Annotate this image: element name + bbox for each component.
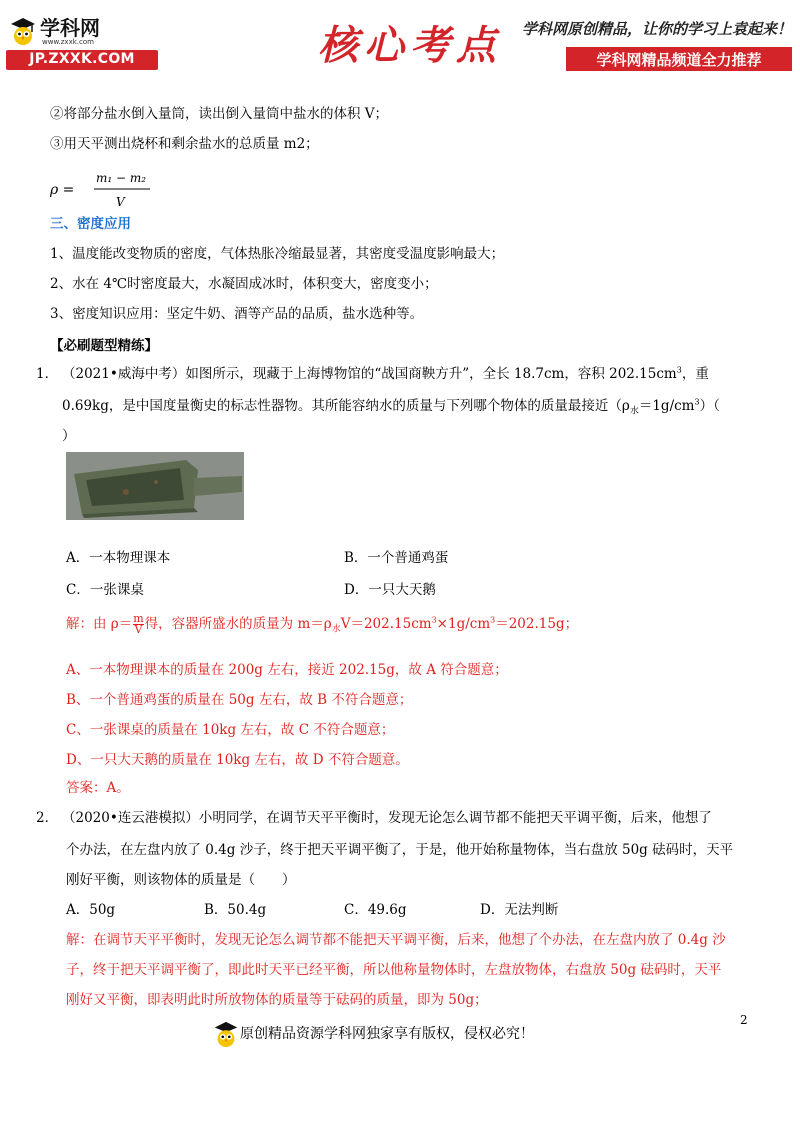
q1-option-a: A．一本物理课本 [66,550,171,566]
q2-solution-2: 子，终于把天平调平衡了，即此时天平已经平衡，所以他称量物体时，左盘放物体，右盘放 50g 砝码时，天平 [66,962,722,978]
formula-numerator: m₁ − m₂ [96,171,147,185]
question-1-line-1: （2021•威海中考）如图所示，现藏于上海博物馆的“战国商鞅方升”，全长 18.7cm，容积 $202.15cm^3$，重 [62,365,709,382]
q1-option-d: D．一只大天鹅 [344,582,436,598]
density-formula [50,168,190,212]
step-3: ③用天平测出烧杯和剩余盐水的总质量 m2； [50,136,319,152]
logo-url[interactable]: JP.ZXXK.COM [29,51,135,67]
q2-option-a: A．50g [66,902,116,918]
q1-answer: 答案：A。 [66,780,130,796]
q1-analysis-a: A、一本物理课本的质量在 200g 左右，接近 202.15g，故 A 符合题意； [66,662,508,678]
practice-title: 【必刷题型精练】 [50,338,158,354]
owl-mascot-icon [212,1020,240,1048]
q1-analysis-c: C、一张课桌的质量在 10kg 左右，故 C 不符合题意； [66,722,395,738]
q2-option-b: B．50.4g [204,902,267,918]
q2-option-c: C．49.6g [344,902,407,918]
slogan-banner-text: 学科网精品频道全力推荐 [596,51,762,69]
question-1-line-2: 0.69kg，是中国度量衡史的标志性器物。其所能容纳水的质量与下列哪个物体的质量最接近$(\rho_水=1g/cm^3)$（ [62,397,720,417]
application-1: 1、温度能改变物质的密度，气体热胀冷缩最显著，其密度受温度影响最大； [50,246,505,262]
header-slogan: 学科网原创精品，让你的学习上袁起来！ [521,20,792,38]
question-2-number: 2． [36,810,59,826]
question-1-number: 1． [36,366,59,382]
logo-text: 学科网 [40,16,100,40]
cube-superscript: 3 [676,365,682,375]
formula-lhs: ρ = [50,182,75,198]
q2-option-d: D．无法判断 [480,902,559,918]
header-title: 核心考点 [318,22,502,69]
q1-analysis-d: D、一只大天鹅的质量在 10kg 左右，故 D 不符合题意。 [66,752,409,768]
question-2-line-3: 刚好平衡，则该物体的质量是（ ） [66,872,296,888]
question-2-line-1: （2020•连云港模拟）小明同学，在调节天平平衡时，发现无论怎么调节都不能把天平调平衡，后来，他想了 [62,810,712,826]
bronze-vessel-image [66,452,244,520]
q1-option-b: B．一个普通鸡蛋 [344,550,449,566]
question-2-line-2: 个办法，在左盘内放了 0.4g 沙子，终于把天平调平衡了，于是，他开始称量物体，当右盘放 50g 砝码时，天平 [66,842,734,858]
logo-site-text: www.zxxk.com [42,38,94,46]
formula-denominator: V [116,195,125,209]
q1-option-c: C．一张课桌 [66,582,144,598]
footer-copyright: 原创精品资源学科网独家享有版权，侵权必究！ [240,1026,534,1042]
q1-analysis-b: B、一个普通鸡蛋的质量在 50g 左右，故 B 不符合题意； [66,692,413,708]
application-3: 3、密度知识应用：坚定牛奶、酒等产品的品质，盐水选种等。 [50,306,424,322]
step-2: ②将部分盐水倒入量筒，读出倒入量筒中盐水的体积 V； [50,106,389,122]
q2-solution-1: 解：在调节天平平衡时，发现无论怎么调节都不能把天平调平衡，后来，他想了个办法，在左盘内放了 0.4g 沙 [66,932,726,948]
q1-solution: 解：由 ρ＝ $\frac{m}{V}$ 得，容器所盛水的质量为 $m=\rho_水V=202.15cm^3\times 1g/cm^3=202.15g$； [66,612,579,636]
owl-mascot-icon [8,16,38,46]
page-number: 2 [740,1013,748,1027]
question-1-line-3: ） [62,428,76,444]
application-2: 2、水在 4℃时密度最大，水凝固成冰时，体积变大，密度变小； [50,276,438,292]
q2-solution-3: 刚好又平衡，即表明此时所放物体的质量等于砝码的质量，即为 50g； [66,992,488,1008]
section-title: 三、密度应用 [50,216,131,232]
